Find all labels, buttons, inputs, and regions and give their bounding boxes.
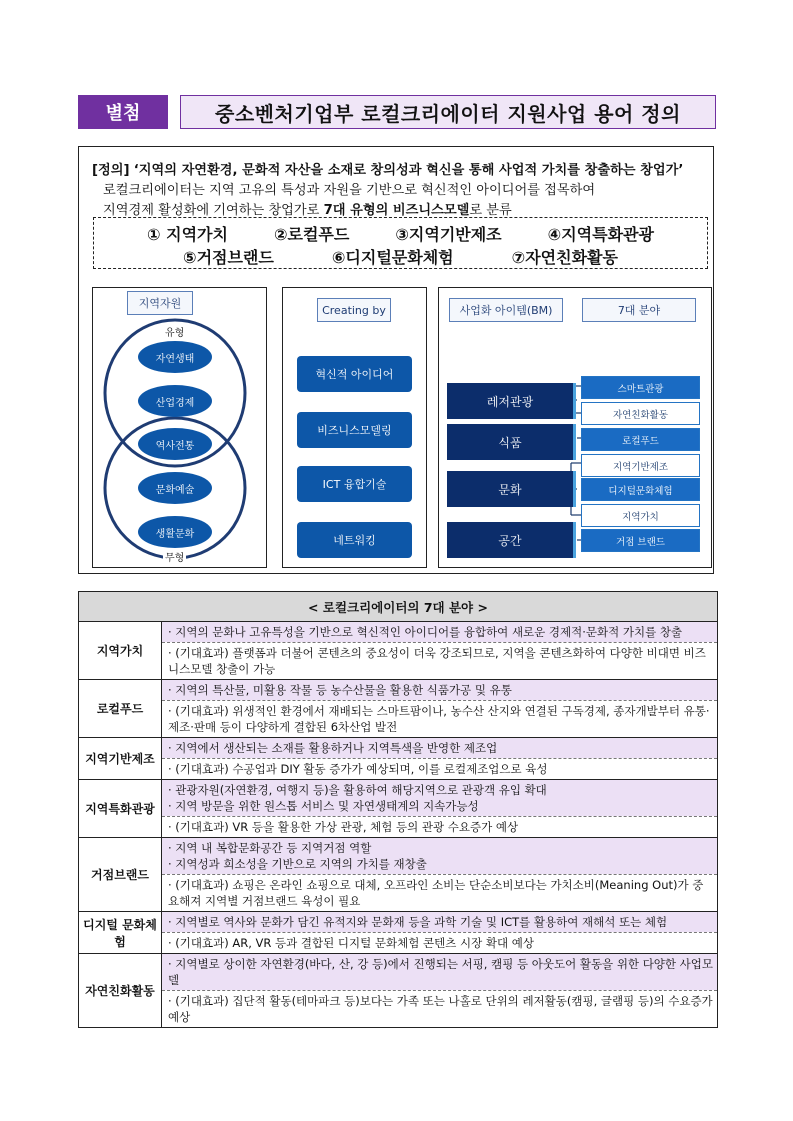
row-effect: · (기대효과) VR 등을 활용한 가상 관광, 체험 등의 관광 수요증가 예상	[162, 816, 717, 837]
type-6: ⑥디지털문화체험	[331, 248, 454, 267]
table-row	[79, 680, 718, 738]
row-category: 디지털 문화체험	[79, 912, 162, 954]
definition-quote: ‘지역의 자연환경, 문화적 자산을 소재로 창의성과 혁신을 통해 사업적 가치를 창출하는 창업가’	[133, 163, 684, 178]
types-box	[93, 217, 708, 269]
resource-item: 역사전통	[138, 428, 212, 460]
definition-line-3	[103, 199, 512, 218]
row-description	[162, 912, 718, 954]
definition-line-1	[92, 159, 683, 178]
definition-line-3-post: 로 분류	[469, 203, 512, 218]
field-item: 디지털문화체험	[581, 478, 700, 501]
concept-diagram	[92, 287, 712, 568]
field-item: 로컬푸드	[581, 428, 700, 451]
type-2: ②로컬푸드	[273, 225, 350, 244]
row-effect: · (기대효과) 위생적인 환경에서 재배되는 스마트팜이나, 농수산 산지와 연결된 구독경제, 종자개발부터 유통·제조·판매 등이 다양하게 결합된 6차산업 발전	[162, 700, 717, 737]
row-effect: · (기대효과) 쇼핑은 온라인 쇼핑으로 대체, 오프라인 소비는 단순소비보다는 가치소비(Meaning Out)가 중요해져 지역별 거점브랜드 육성이 필요	[162, 874, 717, 911]
field-item: 지역가치	[581, 504, 700, 527]
table-row	[79, 738, 718, 780]
seven-fields-table	[78, 591, 718, 1028]
method-item: 혁신적 아이디어	[297, 356, 412, 392]
row-effect: · (기대효과) 수공업과 DIY 활동 증가가 예상되며, 이를 로컬제조업으로 육성	[162, 758, 717, 779]
business-item-label: 사업화 아이템(BM)	[449, 298, 563, 322]
method-item: 네트워킹	[297, 522, 412, 558]
row-category: 지역기반제조	[79, 738, 162, 780]
row-line: · 지역의 문화나 고유특성을 기반으로 혁신적인 아이디어를 융합하여 새로운 경제적·문화적 가치를 창출	[162, 622, 717, 642]
row-description	[162, 780, 718, 838]
row-description	[162, 738, 718, 780]
business-item: 식품	[447, 424, 576, 460]
definition-line-3-bold: 7대 유형의 비즈니스모델	[323, 203, 470, 218]
field-item: 자연친화활동	[581, 402, 700, 425]
row-category: 거점브랜드	[79, 838, 162, 912]
table-title: < 로컬크리에이터의 7대 분야 >	[79, 592, 718, 622]
field-item: 스마트관광	[581, 376, 700, 399]
type-1: ① 지역가치	[147, 225, 228, 244]
row-category: 자연친화활동	[79, 954, 162, 1028]
row-category: 지역특화관광	[79, 780, 162, 838]
resource-item: 자연생태	[138, 341, 212, 373]
row-category: 지역가치	[79, 622, 162, 680]
row-line: · 지역 내 복합문화공간 등 지역거점 역할	[162, 838, 717, 856]
business-item: 공간	[447, 522, 576, 558]
tangible-label: 유형	[163, 324, 186, 339]
seven-fields-label: 7대 분야	[582, 298, 696, 322]
definition-line-2: 로컬크리에이터는 지역 고유의 특성과 자원을 기반으로 혁신적인 아이디어를 접목하여	[103, 183, 596, 198]
type-4: ④지역특화관광	[547, 225, 654, 244]
row-category: 로컬푸드	[79, 680, 162, 738]
table-row	[79, 622, 718, 680]
business-item: 레저관광	[447, 383, 576, 419]
creating-by-label: Creating by	[317, 298, 391, 322]
type-7: ⑦자연친화활동	[511, 248, 618, 267]
resource-item: 생활문화	[138, 516, 212, 548]
type-5: ⑤거점브랜드	[183, 248, 274, 267]
method-item: ICT 융합기술	[297, 466, 412, 502]
row-effect: · (기대효과) 플랫폼과 더불어 콘텐츠의 중요성이 더욱 강조되므로, 지역을 콘텐츠화하여 다양한 비대면 비즈니스모델 창출이 가능	[162, 642, 717, 679]
definition-line-3-pre: 지역경제 활성화에 기여하는 창업가로	[103, 203, 324, 218]
methods-panel	[282, 287, 427, 568]
method-item: 비즈니스모델링	[297, 412, 412, 448]
row-line: · 지역별로 상이한 자연환경(바다, 산, 강 등)에서 진행되는 서핑, 캠핑 등 아웃도어 활동을 위한 다양한 사업모델	[162, 954, 717, 990]
definition-prefix: [정의]	[92, 163, 130, 178]
row-effect: · (기대효과) 집단적 활동(테마파크 등)보다는 가족 또는 나홀로 단위의 레저활동(캠핑, 글램핑 등)의 수요증가 예상	[162, 990, 717, 1027]
table-row	[79, 954, 718, 1028]
resource-item: 문화예술	[138, 472, 212, 504]
row-line: · 지역성과 희소성을 기반으로 지역의 가치를 재창출	[162, 856, 717, 874]
page-title: 중소벤처기업부 로컬크리에이터 지원사업 용어 정의	[180, 95, 716, 129]
row-line: · 지역에서 생산되는 소재를 활용하거나 지역특색을 반영한 제조업	[162, 738, 717, 758]
row-line: · 지역의 특산물, 미활용 작물 등 농수산물을 활용한 식품가공 및 유통	[162, 680, 717, 700]
row-description	[162, 954, 718, 1028]
appendix-tag: 별첨	[78, 95, 168, 129]
field-item: 거점 브랜드	[581, 529, 700, 552]
resources-label: 지역자원	[127, 291, 193, 315]
row-description	[162, 622, 718, 680]
resources-panel	[92, 287, 267, 568]
table-row	[79, 838, 718, 912]
table-row	[79, 912, 718, 954]
table-row	[79, 780, 718, 838]
field-item: 지역기반제조	[581, 454, 700, 477]
row-description	[162, 838, 718, 912]
business-panel	[438, 287, 712, 568]
business-item: 문화	[447, 471, 576, 507]
row-effect: · (기대효과) AR, VR 등과 결합된 디지털 문화체험 콘텐츠 시장 확대 예상	[162, 932, 717, 953]
intangible-label: 무형	[163, 549, 186, 564]
resource-item: 산업경제	[138, 385, 212, 417]
row-line: · 지역별로 역사와 문화가 담긴 유적지와 문화재 등을 과학 기술 및 ICT를 활용하여 재해석 또는 체험	[162, 912, 717, 932]
type-3: ③지역기반제조	[395, 225, 502, 244]
row-line: · 지역 방문을 위한 원스톱 서비스 및 자연생태계의 지속가능성	[162, 798, 717, 816]
row-description	[162, 680, 718, 738]
row-line: · 관광자원(자연환경, 여행지 등)을 활용하여 해당지역으로 관광객 유입 확대	[162, 780, 717, 798]
